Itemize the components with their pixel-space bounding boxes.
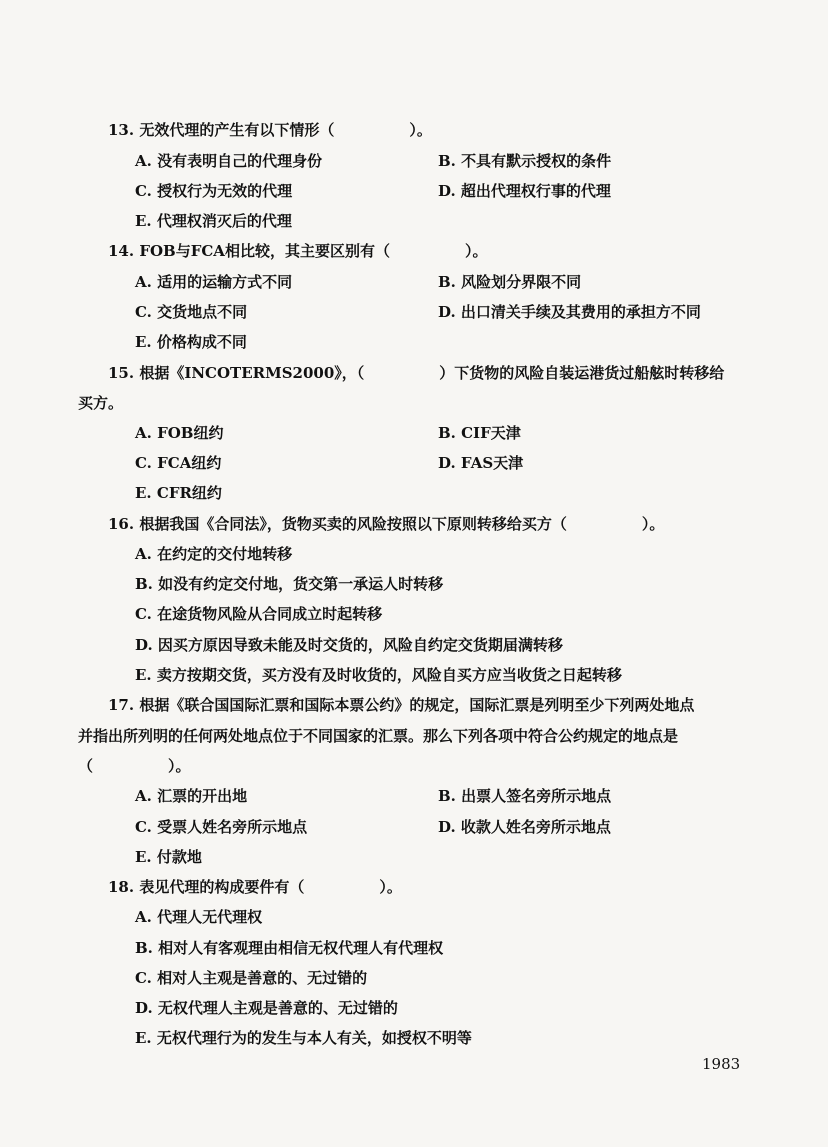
q18-option-b: B. 相对人有客观理由相信无权代理人有代理权	[135, 939, 444, 957]
q13-option-c: C. 授权行为无效的代理	[135, 182, 293, 200]
q18-option-d: D. 无权代理人主观是善意的、无过错的	[135, 999, 398, 1017]
q15-option-a: A. FOB纽约	[135, 424, 224, 442]
q15-option-c: C. FCA纽约	[135, 454, 222, 472]
q16-option-d: D. 因买方原因导致未能及时交货的，风险自约定交货期届满转移	[135, 636, 563, 654]
question-18-stem: 18. 表见代理的构成要件有（ ）。	[108, 878, 402, 896]
question-17-stem: 17. 根据《联合国国际汇票和国际本票公约》的规定，国际汇票是列明至少下列两处地点	[108, 696, 695, 714]
question-14-stem: 14. FOB与FCA相比较，其主要区别有（ ）。	[108, 242, 488, 260]
q16-option-b: B. 如没有约定交付地，货交第一承运人时转移	[135, 575, 444, 593]
q13-option-b: B. 不具有默示授权的条件	[438, 152, 612, 170]
q15-option-d: D. FAS天津	[438, 454, 524, 472]
q14-option-c: C. 交货地点不同	[135, 303, 248, 321]
q18-option-e: E. 无权代理行为的发生与本人有关，如授权不明等	[135, 1029, 472, 1047]
q14-option-d: D. 出口清关手续及其费用的承担方不同	[438, 303, 701, 321]
q16-option-e: E. 卖方按期交货，买方没有及时收货的，风险自买方应当收货之日起转移	[135, 666, 622, 684]
question-16-stem: 16. 根据我国《合同法》，货物买卖的风险按照以下原则转移给买方（ ）。	[108, 515, 665, 533]
question-13-stem: 13. 无效代理的产生有以下情形（ ）。	[108, 121, 432, 139]
q15-option-b: B. CIF天津	[438, 424, 521, 442]
q14-option-b: B. 风险划分界限不同	[438, 273, 582, 291]
page-number: 1983	[702, 1055, 741, 1073]
q13-option-a: A. 没有表明自己的代理身份	[135, 152, 323, 170]
q14-option-e: E. 价格构成不同	[135, 333, 247, 351]
question-15-stem: 15. 根据《INCOTERMS2000》，（ ）下货物的风险自装运港货过船舷时转移给	[108, 364, 725, 382]
q15-option-e: E. CFR纽约	[135, 484, 222, 502]
q14-option-a: A. 适用的运输方式不同	[135, 273, 293, 291]
q13-option-e: E. 代理权消灭后的代理	[135, 212, 292, 230]
q17-option-c: C. 受票人姓名旁所示地点	[135, 818, 308, 836]
question-17-stem-continued-1: 并指出所列明的任何两处地点位于不同国家的汇票。那么下列各项中符合公约规定的地点是	[78, 727, 679, 745]
q17-option-a: A. 汇票的开出地	[135, 787, 248, 805]
q18-option-c: C. 相对人主观是善意的、无过错的	[135, 969, 368, 987]
q17-option-d: D. 收款人姓名旁所示地点	[438, 818, 611, 836]
question-15-stem-continued: 买方。	[78, 394, 124, 412]
q17-option-e: E. 付款地	[135, 848, 202, 866]
q16-option-a: A. 在约定的交付地转移	[135, 545, 293, 563]
q17-option-b: B. 出票人签名旁所示地点	[438, 787, 612, 805]
q13-option-d: D. 超出代理权行事的代理	[438, 182, 611, 200]
question-17-stem-continued-2: （ ）。	[78, 757, 191, 775]
q16-option-c: C. 在途货物风险从合同成立时起转移	[135, 605, 383, 623]
q18-option-a: A. 代理人无代理权	[135, 908, 263, 926]
